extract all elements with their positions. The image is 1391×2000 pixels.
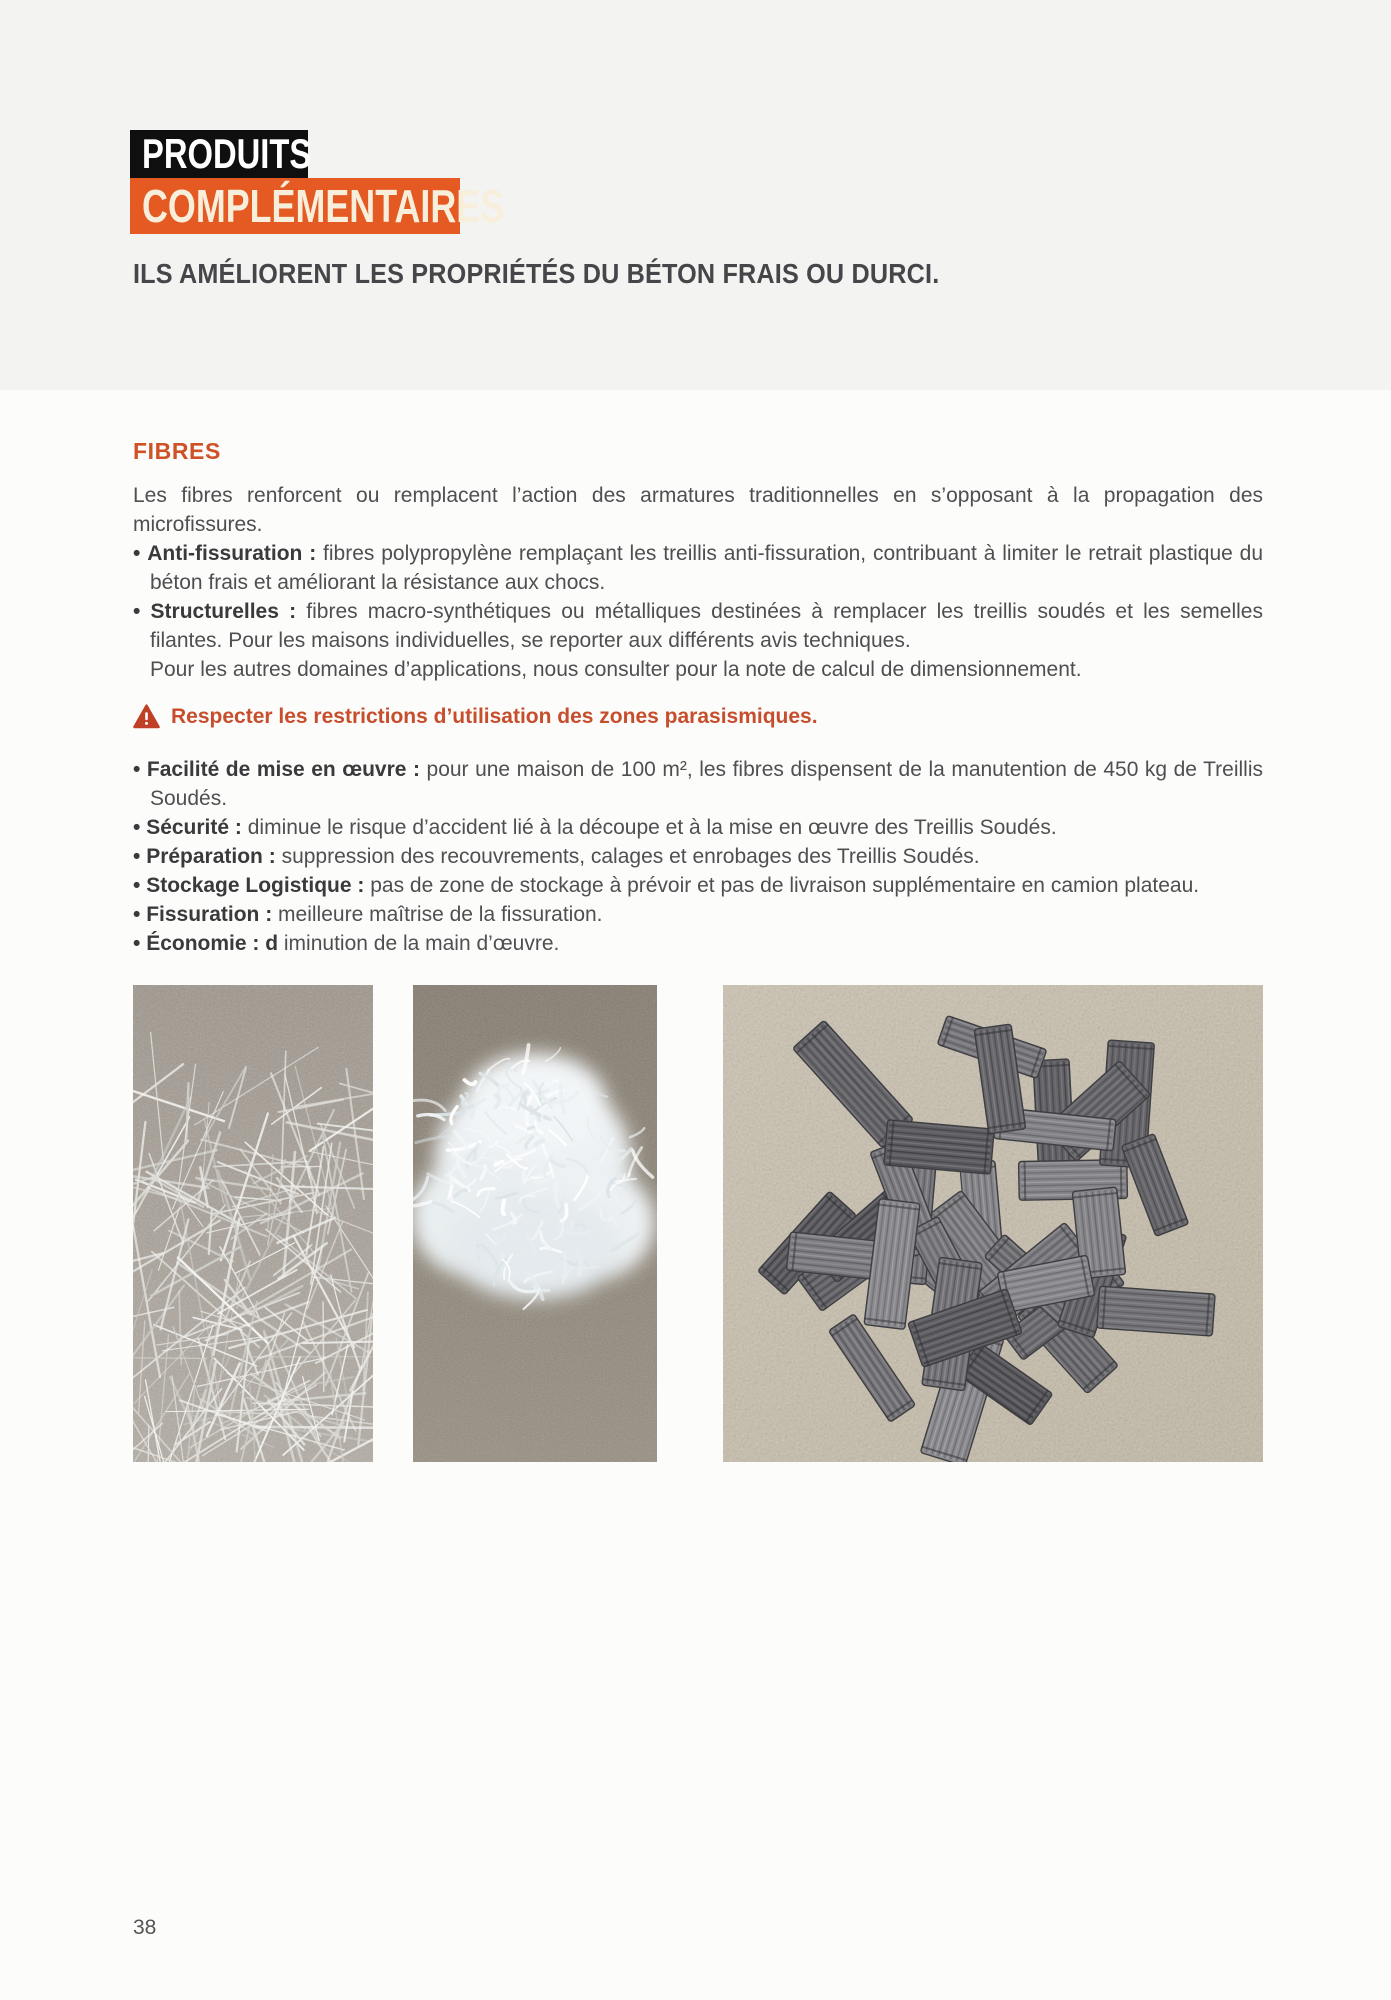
bullet-stockage: • Stockage Logistique : pas de zone de stockage à prévoir et pas de livraison supplémentaire en camion plateau.: [133, 871, 1263, 900]
main-content: [133, 438, 1263, 958]
bullet-structurelles: • Structurelles : fibres macro-synthétiques ou métalliques destinées à remplacer les treillis soudés et les semelles filantes. Pour les maisons individuelles, se reporter aux différents avis techniques. Pour les autres domaines d’applications, nous consulter pour la note de calcul de dimensionnement.: [133, 597, 1263, 684]
bullet-facilite: • Facilité de mise en œuvre : pour une maison de 100 m², les fibres dispensent de la manutention de 450 kg de Treillis Soudés.: [133, 755, 1263, 813]
header-badge-produits: [130, 130, 312, 178]
bullet-list-types: [133, 539, 1263, 684]
intro-paragraph: Les fibres renforcent ou remplacent l’action des armatures traditionnelles en s’opposant à la propagation des microfissures.: [133, 484, 1263, 536]
bullet-fissuration: • Fissuration : meilleure maîtrise de la fissuration.: [133, 900, 1263, 929]
warning-text: Respecter les restrictions d’utilisation des zones parasismiques.: [171, 704, 818, 728]
bullet-anti-fissuration: • Anti-fissuration : fibres polypropylène remplaçant les treillis anti-fissuration, contribuant à limiter le retrait plastique du béton frais et améliorant la résistance aux chocs.: [133, 539, 1263, 597]
header-subtitle: ILS AMÉLIORENT LES PROPRIÉTÉS DU BÉTON FRAIS OU DURCI.: [133, 258, 940, 289]
section-title-fibres: FIBRES: [133, 438, 221, 464]
bullet-structurelles-note: Pour les autres domaines d’applications, nous consulter pour la note de calcul de dimensionnement.: [150, 658, 1082, 681]
photo-fibres-metalliques-en-plaquettes: [723, 985, 1263, 1462]
header-badge-complementaires: [130, 178, 505, 234]
photo-fibres-grises-eparpillees: [133, 985, 373, 1462]
bullet-preparation: • Préparation : suppression des recouvrements, calages et enrobages des Treillis Soudés.: [133, 842, 1263, 871]
warning-triangle-icon: [133, 704, 160, 729]
bullet-list-benefits: [133, 755, 1263, 958]
photo-fibres-polypropylene-blanches: [413, 985, 657, 1462]
bullet-securite: • Sécurité : diminue le risque d’accident lié à la découpe et à la mise en œuvre des Treillis Soudés.: [133, 813, 1263, 842]
warning-row: [133, 704, 1263, 729]
badge-complementaires-label: COMPLÉMENTAIRES: [142, 180, 505, 232]
bullet-economie: • Économie : d iminution de la main d’œuvre.: [133, 929, 1263, 958]
photo-row: [133, 985, 1263, 1462]
badge-produits-label: PRODUITS: [142, 130, 312, 177]
header-band: [0, 0, 1391, 390]
page-number: 38: [133, 1916, 157, 1939]
